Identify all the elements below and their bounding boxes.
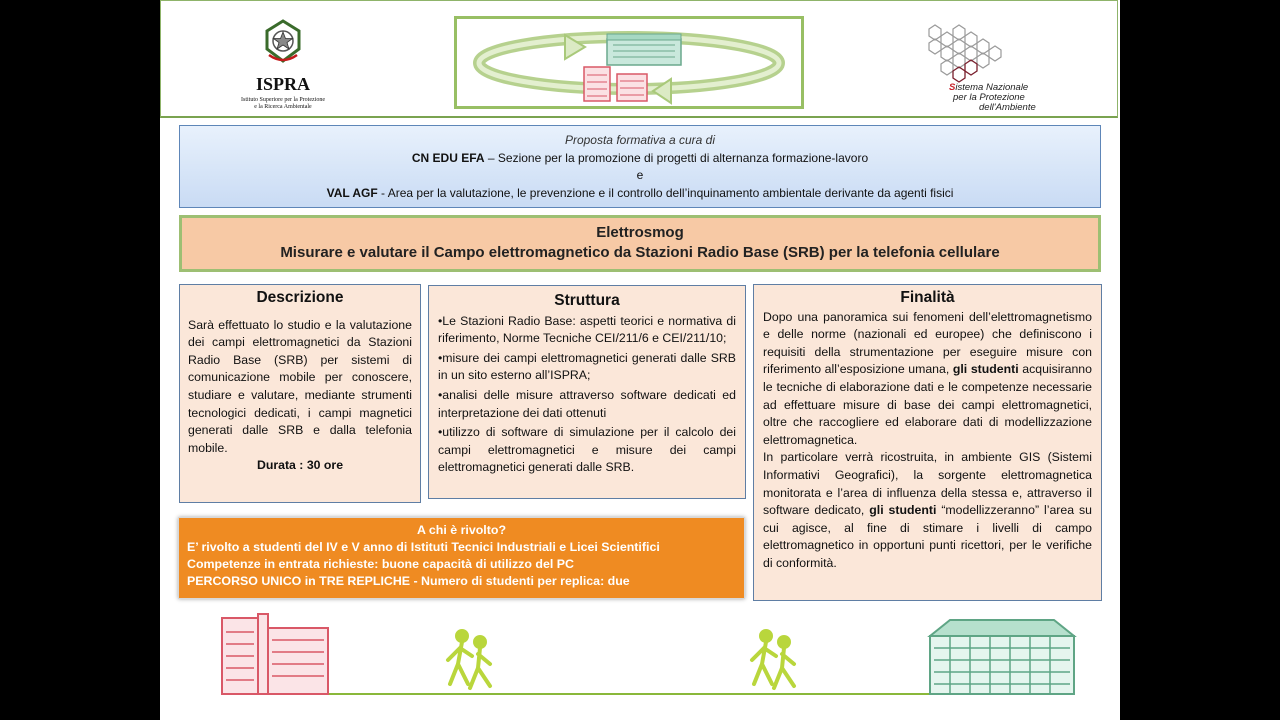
walking-people-icon xyxy=(448,631,794,688)
header xyxy=(160,0,1118,118)
struttura-item: •analisi delle misure attraverso software dedicati ed interpretazione dei dati ottenuti xyxy=(438,387,736,420)
struttura-item: •misure dei campi elettromagnetici generati dalle SRB in un sito esterno all’ISPRA; xyxy=(438,350,736,383)
descrizione-text: Sarà effettuato lo studio e la valutazione dei campi elettromagnetici da Stazioni Radio Base (SRB) per sistemi di comunicazione mobile per conoscere, studiare e valutare, mediante strumenti tecnologici dedicati, i campi magnetici generati dalle SRB e dalla telefonia mobile. xyxy=(188,317,412,455)
ispra-subtitle-line2: e la Ricerca Ambientale xyxy=(254,104,312,110)
target-heading: A chi è rivolto? xyxy=(416,523,507,537)
target-box xyxy=(178,517,745,599)
snpa-line1: istema Nazionale xyxy=(955,82,1029,93)
unit1-desc: – Sezione per la promozione di progetti di alternanza formazione-lavoro xyxy=(484,150,869,165)
cycle-arrows-icon xyxy=(457,19,801,106)
snpa-line3: dell'Ambiente xyxy=(979,102,1036,113)
ispra-name: ISPRA xyxy=(255,74,310,94)
ispra-subtitle xyxy=(223,97,343,111)
descrizione-box xyxy=(179,284,421,503)
finalita-box xyxy=(753,284,1102,601)
finalita-paragraph-1 xyxy=(763,309,1092,450)
snpa-line2: per la Protezione xyxy=(953,92,1025,103)
finalita-paragraph-2 xyxy=(763,449,1092,572)
proposal-conj: e xyxy=(636,168,644,182)
proposal-band xyxy=(179,125,1101,208)
ispra-logo xyxy=(223,19,343,111)
unit2-desc: - Area per la valutazione, le prevenzione e il controllo dell’inquinamento ambientale derivante da agenti fisici xyxy=(377,185,954,200)
struttura-item: •utilizzo di software di simulazione per il calcolo dei campi elettromagnetici e misure dei campi elettromagnetici generati dalle SRB. xyxy=(438,425,736,475)
finalita-p2-text-2: “modellizzeranno” l’area su cui agisce, al fine di stimare i livelli di campo elettromagnetico in opportuni punti ricettori, per le verifiche di conformità. xyxy=(763,503,1092,570)
red-building-icon xyxy=(222,614,328,694)
title-line2: Misurare e valutare il Campo elettromagnetico da Stazioni Radio Base (SRB) per la telefonia cellulare xyxy=(280,244,1000,261)
bottom-illustration xyxy=(160,612,1120,720)
struttura-heading: Struttura xyxy=(554,292,620,309)
cycle-illustration xyxy=(454,16,804,109)
green-building-icon xyxy=(930,620,1074,694)
finalita-p2-bold: gli studenti xyxy=(869,503,937,518)
unit2-code: VAL AGF xyxy=(326,185,378,200)
finalita-p2-text: In particolare verrà ricostruita, in ambiente GIS (Sistemi Informativi Geografici), la sorgente elettromagnetica monitorata e l’area di influenza della stessa e, attraverso il software dedicato, xyxy=(763,450,1092,518)
snpa-text xyxy=(949,83,1036,113)
finalita-p1-text: Dopo una panoramica sui fenomeni dell’elettromagnetismo e delle norme (nazionali ed europee) che definiscono i requisiti della strumentazione per eseguire misure con riferimento all’esposizione umana, xyxy=(763,309,1092,377)
slide xyxy=(160,0,1120,720)
target-line2: Competenze in entrata richieste: buone capacità di utilizzo del PC xyxy=(187,557,574,571)
unit1-code: CN EDU EFA xyxy=(411,150,485,165)
course-title xyxy=(179,215,1101,272)
target-line3: PERCORSO UNICO in TRE REPLICHE - Numero di studenti per replica: due xyxy=(187,574,630,588)
descrizione-heading: Descrizione xyxy=(256,289,344,306)
ispra-subtitle-line1: Istituto Superiore per la Protezione xyxy=(241,97,325,103)
title-line1: Elettrosmog xyxy=(596,224,684,241)
struttura-box xyxy=(428,285,746,499)
finalita-heading: Finalità xyxy=(900,289,955,306)
durata-text: Durata : 30 ore xyxy=(256,458,344,473)
italian-emblem-icon xyxy=(263,19,303,63)
proposal-intro: Proposta formativa a cura di xyxy=(564,133,716,147)
finalita-p1-bold: gli studenti xyxy=(952,362,1019,377)
struttura-item: •Le Stazioni Radio Base: aspetti teorici e normativa di riferimento, Norme Tecniche CEI/211/6 e CEI/211/10; xyxy=(438,313,736,346)
snpa-initial: S xyxy=(949,82,956,93)
target-line1: E’ rivolto a studenti del IV e V anno di Istituti Tecnici Industriali e Licei Scientifici xyxy=(187,540,660,554)
finalita-p1-text-2: acquisiranno le tecniche di elaborazione dati e le competenze necessarie ad effettuare misure di base dei campi elettromagnetici, oltre che raccogliere ed elaborare dati di modellizzazione elettromagnetica. xyxy=(763,362,1092,447)
